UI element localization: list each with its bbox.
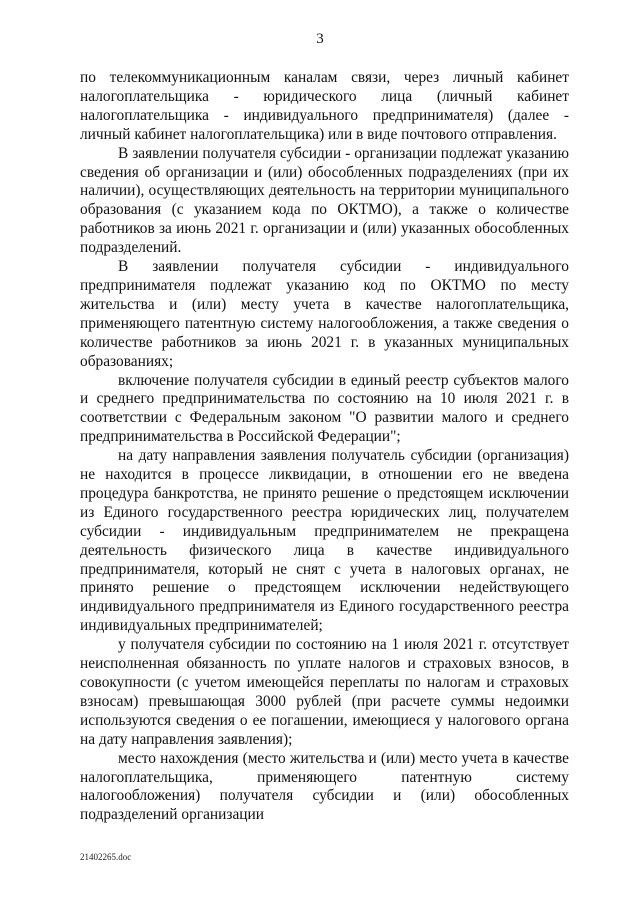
paragraph-sme-registry: включение получателя субсидии в единый реестр субъектов малого и среднего предпринимательства по состоянию на 10 июля 2021 г. в соответствии с Федеральным законом "О развитии малого и среднего предпринимательства в Российской Федерации"; (80, 371, 569, 446)
footer-filename: 21402265.doc (80, 852, 132, 862)
paragraph-no-tax-debt: у получателя субсидии по состоянию на 1 июля 2021 г. отсутствует неисполненная обязанность по уплате налогов и страховых взносов, в совокупности (с учетом имеющейся переплаты по налогам и страховых взносам) превышающая 3000 рублей (при расчете суммы недоимки используются сведения о ее погашении, имеющиеся у налогового органа на дату направления заявления); (80, 636, 569, 748)
paragraph-no-liquidation: на дату направления заявления получатель субсидии (организация) не находится в процессе ликвидации, в отношении его не введена процедура банкротства, не принято решение о предстоящем исключении из Единого государственного реестра юридических лиц, получателем субсидии - индивидуальным предпринимателем не прекращена деятельность физического лица в качестве индивидуального предпринимателя, который не снят с учета в налоговых органах, не принято решение о предстоящем исключении недействующего индивидуального предпринимателя из Единого государственного реестра индивидуальных предпринимателей; (80, 447, 569, 635)
paragraph-location: место нахождения (место жительства и (или) место учета в качестве налогоплательщика, применяющего патентную систему налогообложения) получателя субсидии и (или) обособленных подразделений организации (80, 749, 569, 824)
paragraph-organization-application: В заявлении получателя субсидии - организации подлежат указанию сведения об организации и (или) обособленных подразделениях (при их наличии), осуществляющих деятельность на территории муниципального образования (с указанием кода по ОКТМО), а также о количестве работников за июнь 2021 г. организации и (или) указанных обособленных подразделений. (80, 144, 569, 257)
paragraph-entrepreneur-application: В заявлении получателя субсидии - индивидуального предпринимателя подлежат указанию код по ОКТМО по месту жительства и (или) месту учета в качестве налогоплательщика, применяющего патентную систему налогообложения, а также сведения о количестве работников за июнь 2021 г. в указанных муниципальных образованиях; (80, 258, 569, 370)
paragraph-submission-channels: по телекоммуникационным каналам связи, через личный кабинет налогоплательщика - юридического лица (личный кабинет налогоплательщика - индивидуального предпринимателя) (далее - личный кабинет налогоплательщика) или в виде почтового отправления. (80, 69, 569, 143)
page-number: 3 (316, 31, 324, 47)
document-body (80, 69, 569, 825)
